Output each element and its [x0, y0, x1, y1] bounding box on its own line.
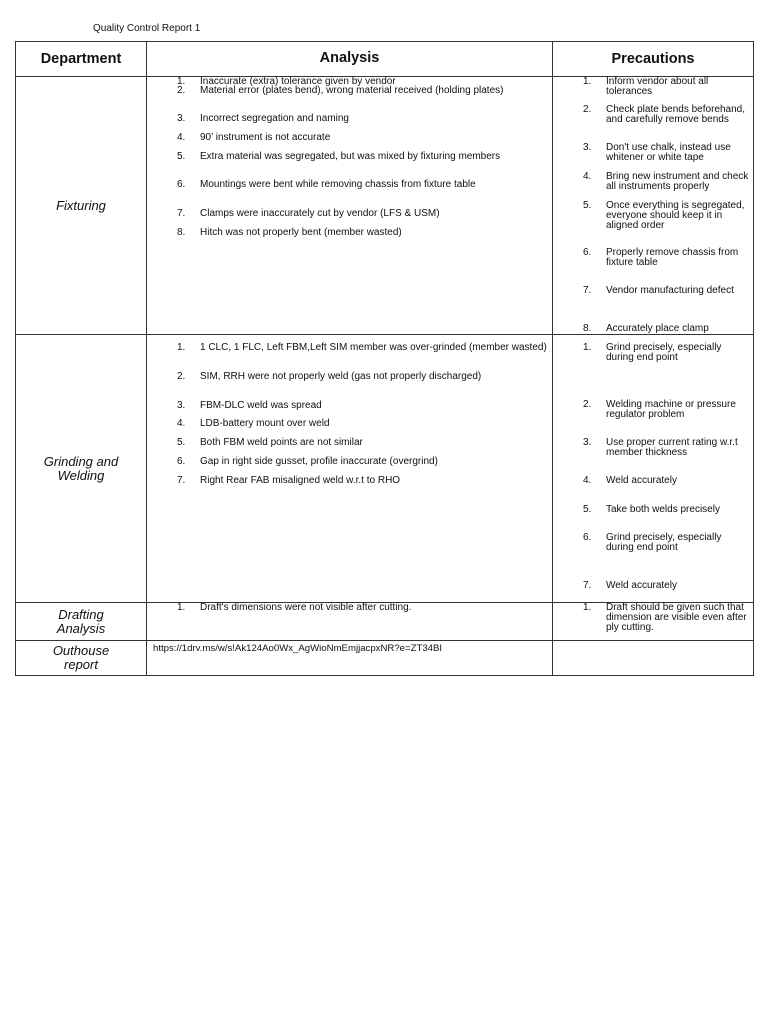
- item-text: Inaccurate (extra) tolerance given by vendor: [200, 76, 396, 87]
- precaution-item: [553, 343, 749, 363]
- item-number: 1.: [583, 602, 592, 613]
- report-title: Quality Control Report 1: [93, 23, 201, 34]
- department-label: Analysis: [56, 620, 106, 636]
- outhouse-link-cell: [147, 641, 553, 676]
- table-header-row: [16, 42, 754, 77]
- analysis-item: [147, 457, 548, 467]
- item-number: 1.: [583, 342, 592, 353]
- precaution-item: [553, 143, 749, 163]
- item-text: Inform vendor about all tolerances: [606, 76, 709, 97]
- item-text: Gap in right side gusset, profile inaccurate (overgrind): [200, 456, 438, 467]
- item-number: 5.: [583, 200, 592, 211]
- item-text: Extra material was segregated, but was mixed by fixturing members: [200, 151, 501, 162]
- section-row-grinding-welding: [16, 335, 754, 603]
- analysis-item: [147, 86, 548, 96]
- item-number: 1.: [177, 602, 186, 613]
- item-text: Both FBM weld points are not similar: [200, 437, 363, 448]
- precaution-item: [553, 581, 749, 591]
- item-text: Accurately place clamp: [606, 323, 709, 334]
- department-label: Outhouse: [52, 643, 110, 658]
- analysis-item: [147, 114, 548, 124]
- item-number: 7.: [177, 475, 186, 486]
- item-text: Take both welds precisely: [606, 504, 720, 515]
- precaution-item: [553, 77, 749, 97]
- item-number: 7.: [177, 208, 186, 219]
- item-text: Incorrect segregation and naming: [200, 113, 349, 124]
- item-text: Clamps were inaccurately cut by vendor (LFS & USM): [200, 208, 440, 219]
- item-number: 6.: [177, 179, 186, 190]
- item-text: Hitch was not properly bent (member wasted): [200, 227, 402, 238]
- item-number: 3.: [177, 113, 186, 124]
- empty-precautions-cell: [553, 641, 754, 676]
- department-cell: [16, 641, 147, 676]
- analysis-item: [147, 343, 548, 353]
- item-number: 2.: [583, 399, 592, 410]
- item-number: 3.: [583, 142, 592, 153]
- analysis-cell: [147, 603, 553, 641]
- precautions-cell: [553, 603, 754, 641]
- analysis-item: [147, 476, 548, 486]
- item-number: 2.: [177, 85, 186, 96]
- item-text: FBM-DLC weld was spread: [200, 400, 322, 411]
- item-number: 8.: [177, 227, 186, 238]
- item-text: Check plate bends beforehand, and carefully remove bends: [606, 104, 745, 125]
- item-text: SIM, RRH were not properly weld (gas not properly discharged): [200, 371, 482, 382]
- department-label: Grinding and: [43, 453, 119, 469]
- precautions-cell: [553, 77, 754, 335]
- analysis-item: [147, 133, 548, 143]
- item-text: Properly remove chassis from fixture table: [606, 247, 739, 268]
- department-label: Fixturing: [56, 197, 106, 213]
- item-text: LDB-battery mount over weld: [200, 418, 330, 429]
- precaution-item: [553, 105, 749, 125]
- item-number: 7.: [583, 285, 592, 296]
- item-text: Draft's dimensions were not visible after cutting.: [200, 602, 412, 613]
- item-text: Use proper current rating w.r.t member thickness: [606, 437, 738, 458]
- item-number: 2.: [177, 371, 186, 382]
- item-text: 90’ instrument is not accurate: [200, 132, 331, 143]
- item-number: 6.: [583, 247, 592, 258]
- analysis-item: [147, 419, 548, 429]
- item-text: Vendor manufacturing defect: [606, 285, 734, 296]
- item-number: 1.: [177, 76, 186, 87]
- item-text: Right Rear FAB misaligned weld w.r.t to RHO: [200, 475, 401, 486]
- item-text: Draft should be given such that dimension are visible even after ply cutting.: [606, 602, 747, 633]
- section-row-fixturing: [16, 77, 754, 335]
- item-number: 6.: [177, 456, 186, 467]
- item-number: 4.: [583, 171, 592, 182]
- item-text: Bring new instrument and check all instruments properly: [606, 171, 749, 192]
- item-number: 3.: [177, 400, 186, 411]
- item-number: 2.: [583, 104, 592, 115]
- precaution-item: [553, 286, 749, 296]
- quality-control-table: [15, 41, 754, 676]
- precaution-item: [553, 201, 749, 230]
- item-number: 4.: [177, 132, 186, 143]
- department-label: report: [64, 657, 98, 672]
- column-header-department: Department: [16, 42, 147, 77]
- item-text: Once everything is segregated, everyone should keep it in aligned order: [606, 200, 745, 231]
- analysis-item: [147, 438, 548, 448]
- item-number: 4.: [583, 475, 592, 486]
- item-number: 1.: [583, 76, 592, 87]
- column-header-analysis: Analysis: [147, 42, 553, 77]
- item-number: 5.: [177, 151, 186, 162]
- item-number: 3.: [583, 437, 592, 448]
- precaution-item: [553, 505, 749, 515]
- item-number: 8.: [583, 323, 592, 334]
- section-row-drafting-analysis: [16, 603, 754, 641]
- analysis-item: [147, 209, 548, 219]
- precaution-item: [553, 533, 749, 553]
- item-text: Material error (plates bend), wrong material received (holding plates): [200, 85, 504, 96]
- precaution-item: [553, 172, 749, 192]
- item-text: Grind precisely, especially during end point: [606, 532, 722, 553]
- item-number: 1.: [177, 342, 186, 353]
- item-text: Don't use chalk, instead use whitener or white tape: [606, 142, 731, 163]
- analysis-item: [147, 372, 548, 382]
- precaution-item: [553, 476, 749, 486]
- precaution-item: [553, 248, 749, 268]
- item-text: Mountings were bent while removing chassis from fixture table: [200, 179, 476, 190]
- analysis-item: [147, 603, 548, 613]
- item-text: Weld accurately: [606, 580, 677, 591]
- item-number: 7.: [583, 580, 592, 591]
- analysis-item: [147, 401, 548, 411]
- outhouse-report-link[interactable]: https://1drv.ms/w/s!Ak124Ao0Wx_AgWioNmEmjjacpxNR?e=ZT34BI: [153, 643, 443, 654]
- item-text: Welding machine or pressure regulator problem: [606, 399, 736, 420]
- item-number: 6.: [583, 532, 592, 543]
- department-cell: [16, 335, 147, 603]
- department-label: Welding: [57, 467, 105, 483]
- department-cell: [16, 603, 147, 641]
- item-number: 5.: [177, 437, 186, 448]
- analysis-cell: [147, 335, 553, 603]
- precaution-item: [553, 400, 749, 420]
- item-text: Weld accurately: [606, 475, 677, 486]
- department-label: Drafting: [58, 606, 104, 622]
- analysis-cell: [147, 77, 553, 335]
- column-header-precautions: Precautions: [553, 42, 754, 77]
- precaution-item: [553, 324, 749, 334]
- item-number: 5.: [583, 504, 592, 515]
- analysis-item: [147, 180, 548, 190]
- analysis-item: [147, 228, 548, 238]
- analysis-item: [147, 152, 548, 162]
- department-cell: [16, 77, 147, 335]
- precaution-item: [553, 438, 749, 458]
- item-text: Grind precisely, especially during end point: [606, 342, 722, 363]
- precautions-cell: [553, 335, 754, 603]
- item-text: 1 CLC, 1 FLC, Left FBM,Left SIM member was over-grinded (member wasted): [200, 342, 547, 353]
- precaution-item: [553, 603, 749, 632]
- section-row-outhouse-report: [16, 641, 754, 676]
- item-number: 4.: [177, 418, 186, 429]
